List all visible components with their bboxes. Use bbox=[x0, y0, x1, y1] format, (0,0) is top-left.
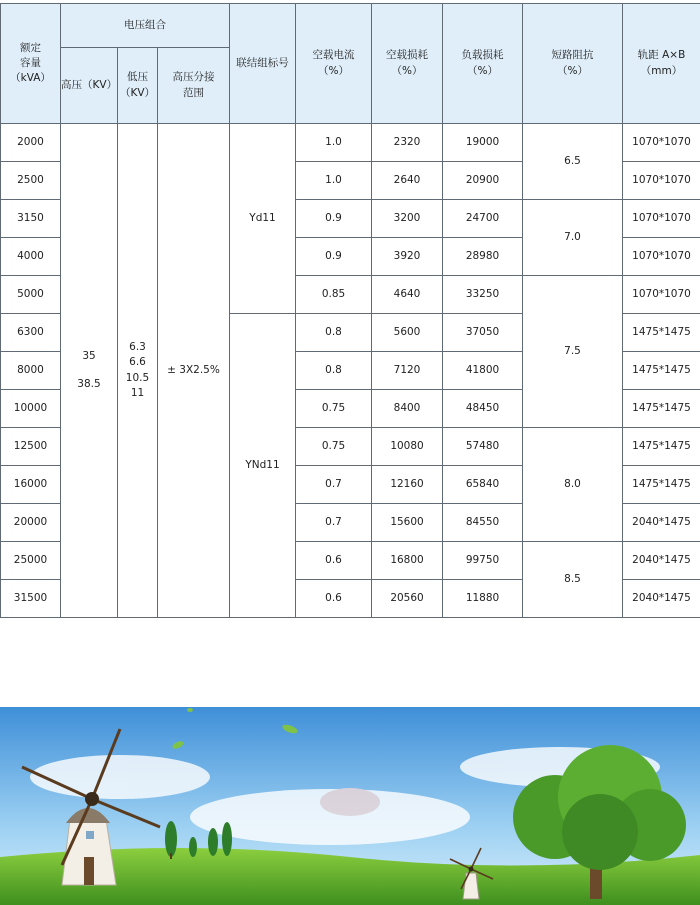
header-hv: 高压（KV） bbox=[61, 48, 118, 124]
no-load-loss-cell: 10080 bbox=[372, 428, 443, 466]
vector-group-cell: Yd11 bbox=[230, 124, 296, 314]
no-load-current-cell: 0.8 bbox=[296, 352, 372, 390]
no-load-current-cell: 0.75 bbox=[296, 428, 372, 466]
lv-value: 6.3 bbox=[129, 341, 146, 354]
landscape-illustration bbox=[0, 707, 700, 905]
no-load-current-cell: 1.0 bbox=[296, 124, 372, 162]
no-load-current-cell: 0.6 bbox=[296, 542, 372, 580]
table-body bbox=[1, 124, 700, 618]
hv-value: 35 bbox=[82, 350, 96, 363]
impedance-cell: 7.5 bbox=[523, 276, 623, 428]
load-loss-cell: 19000 bbox=[443, 124, 523, 162]
header-lv: 低压 （KV） bbox=[118, 48, 158, 124]
header-no-load-current: 空载电流 （%） bbox=[296, 4, 372, 124]
landscape-banner bbox=[0, 707, 700, 905]
load-loss-cell: 33250 bbox=[443, 276, 523, 314]
no-load-current-cell: 0.8 bbox=[296, 314, 372, 352]
gauge-cell: 1070*1070 bbox=[623, 162, 700, 200]
capacity-cell: 3150 bbox=[1, 200, 61, 238]
header-load-loss: 负载损耗 （%） bbox=[443, 4, 523, 124]
header-impedance: 短路阻抗 （%） bbox=[523, 4, 623, 124]
capacity-cell: 16000 bbox=[1, 466, 61, 504]
lv-value: 6.6 bbox=[129, 356, 146, 369]
header-tap-range: 高压分接 范围 bbox=[158, 48, 230, 124]
load-loss-cell: 20900 bbox=[443, 162, 523, 200]
capacity-cell: 5000 bbox=[1, 276, 61, 314]
capacity-cell: 12500 bbox=[1, 428, 61, 466]
no-load-current-cell: 0.75 bbox=[296, 390, 372, 428]
gauge-cell: 1475*1475 bbox=[623, 428, 700, 466]
vector-group-cell: YNd11 bbox=[230, 314, 296, 618]
hv-cell bbox=[61, 124, 118, 618]
gauge-cell: 1070*1070 bbox=[623, 238, 700, 276]
no-load-loss-cell: 12160 bbox=[372, 466, 443, 504]
no-load-loss-cell: 2640 bbox=[372, 162, 443, 200]
no-load-current-cell: 0.6 bbox=[296, 580, 372, 618]
capacity-cell: 2500 bbox=[1, 162, 61, 200]
no-load-loss-cell: 15600 bbox=[372, 504, 443, 542]
gauge-cell: 1475*1475 bbox=[623, 314, 700, 352]
capacity-cell: 6300 bbox=[1, 314, 61, 352]
load-loss-cell: 37050 bbox=[443, 314, 523, 352]
lv-cell bbox=[118, 124, 158, 618]
load-loss-cell: 84550 bbox=[443, 504, 523, 542]
gauge-cell: 1070*1070 bbox=[623, 276, 700, 314]
capacity-cell: 20000 bbox=[1, 504, 61, 542]
no-load-loss-cell: 2320 bbox=[372, 124, 443, 162]
load-loss-cell: 11880 bbox=[443, 580, 523, 618]
no-load-current-cell: 0.85 bbox=[296, 276, 372, 314]
gauge-cell: 1475*1475 bbox=[623, 390, 700, 428]
header-voltage-group: 电压组合 bbox=[61, 4, 230, 48]
header-no-load-loss: 空载损耗 （%） bbox=[372, 4, 443, 124]
load-loss-cell: 41800 bbox=[443, 352, 523, 390]
header-gauge: 轨距 A×B （mm） bbox=[623, 4, 700, 124]
impedance-cell: 8.0 bbox=[523, 428, 623, 542]
capacity-cell: 25000 bbox=[1, 542, 61, 580]
hv-value: 38.5 bbox=[77, 377, 101, 390]
capacity-cell: 2000 bbox=[1, 124, 61, 162]
load-loss-cell: 65840 bbox=[443, 466, 523, 504]
lv-value: 11 bbox=[130, 386, 145, 399]
transformer-spec-table bbox=[0, 3, 700, 618]
load-loss-cell: 28980 bbox=[443, 238, 523, 276]
gauge-cell: 1070*1070 bbox=[623, 124, 700, 162]
no-load-current-cell: 1.0 bbox=[296, 162, 372, 200]
impedance-cell: 8.5 bbox=[523, 542, 623, 618]
header-capacity: 额定 容量 （kVA） bbox=[1, 4, 61, 124]
tap-range-cell: ± 3X2.5% bbox=[158, 124, 230, 618]
gauge-cell: 2040*1475 bbox=[623, 504, 700, 542]
no-load-loss-cell: 8400 bbox=[372, 390, 443, 428]
gauge-cell: 2040*1475 bbox=[623, 580, 700, 618]
capacity-cell: 4000 bbox=[1, 238, 61, 276]
no-load-loss-cell: 3920 bbox=[372, 238, 443, 276]
capacity-cell: 8000 bbox=[1, 352, 61, 390]
no-load-current-cell: 0.7 bbox=[296, 504, 372, 542]
no-load-loss-cell: 5600 bbox=[372, 314, 443, 352]
no-load-loss-cell: 20560 bbox=[372, 580, 443, 618]
impedance-cell: 7.0 bbox=[523, 200, 623, 276]
no-load-loss-cell: 3200 bbox=[372, 200, 443, 238]
load-loss-cell: 57480 bbox=[443, 428, 523, 466]
impedance-cell: 6.5 bbox=[523, 124, 623, 200]
no-load-current-cell: 0.7 bbox=[296, 466, 372, 504]
load-loss-cell: 48450 bbox=[443, 390, 523, 428]
no-load-current-cell: 0.9 bbox=[296, 238, 372, 276]
gauge-cell: 2040*1475 bbox=[623, 542, 700, 580]
no-load-loss-cell: 4640 bbox=[372, 276, 443, 314]
table-row bbox=[1, 124, 700, 162]
no-load-loss-cell: 7120 bbox=[372, 352, 443, 390]
gauge-cell: 1070*1070 bbox=[623, 200, 700, 238]
load-loss-cell: 24700 bbox=[443, 200, 523, 238]
gauge-cell: 1475*1475 bbox=[623, 352, 700, 390]
no-load-current-cell: 0.9 bbox=[296, 200, 372, 238]
no-load-loss-cell: 16800 bbox=[372, 542, 443, 580]
header-vector-group: 联结组标号 bbox=[230, 4, 296, 124]
lv-value: 10.5 bbox=[125, 371, 150, 384]
load-loss-cell: 99750 bbox=[443, 542, 523, 580]
capacity-cell: 31500 bbox=[1, 580, 61, 618]
capacity-cell: 10000 bbox=[1, 390, 61, 428]
gauge-cell: 1475*1475 bbox=[623, 466, 700, 504]
